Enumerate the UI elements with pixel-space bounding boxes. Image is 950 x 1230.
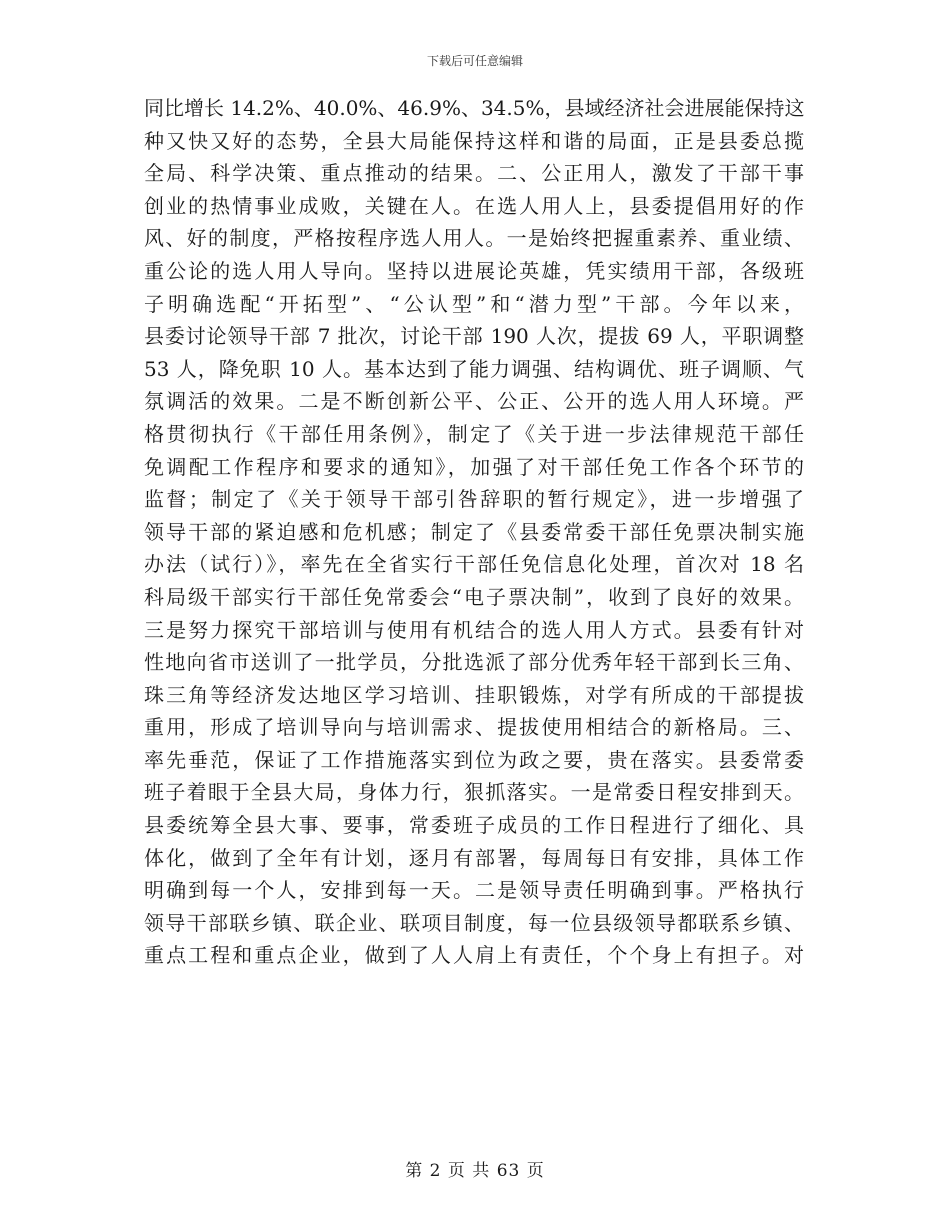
text-line: 创业的热情事业成败，关键在人。在选人用人上，县委提倡用好的作 (144, 193, 804, 218)
text-line: 办法（试行）》，率先在全省实行干部任免信息化处理，首次对 18 名 (144, 552, 804, 577)
text-line: 风、好的制度，严格按程序选人用人。一是始终把握重素养、重业绩、 (144, 226, 804, 251)
text-line: 领导干部联乡镇、联企业、联项目制度，每一位县级领导都联系乡镇、 (144, 910, 804, 935)
text-line: 重公论的选人用人导向。坚持以进展论英雄，凭实绩用干部，各级班 (144, 258, 804, 283)
text-line: 明确到每一个人，安排到每一天。二是领导责任明确到事。严格执行 (144, 878, 804, 903)
text-line: 体化，做到了全年有计划，逐月有部署，每周每日有安排，具体工作 (144, 845, 804, 870)
text-line: 重点工程和重点企业，做到了人人肩上有责任，个个身上有担子。对 (144, 943, 804, 968)
page-number: 第 2 页 共 63 页 (405, 1161, 545, 1181)
text-line: 率先垂范，保证了工作措施落实到位为政之要，贵在落实。县委常委 (144, 747, 804, 772)
text-line: 免调配工作程序和要求的通知》，加强了对干部任免工作各个环节的 (144, 454, 804, 479)
text-line: 领导干部的紧迫感和危机感；制定了《县委常委干部任免票决制实施 (144, 519, 804, 544)
text-line: 种又快又好的态势，全县大局能保持这样和谐的局面，正是县委总揽 (144, 128, 804, 153)
text-line: 县委统筹全县大事、要事，常委班子成员的工作日程进行了细化、具 (144, 813, 804, 838)
text-line: 三是努力探究干部培训与使用有机结合的选人用人方式。县委有针对 (144, 617, 804, 642)
page-header: 下载后可任意编辑 (426, 54, 523, 68)
text-line: 全局、科学决策、重点推动的结果。二、公正用人，激发了干部干事 (144, 161, 804, 186)
text-line: 珠三角等经济发达地区学习培训、挂职锻炼，对学有所成的干部提拔 (144, 682, 804, 707)
text-line: 重用，形成了培训导向与培训需求、提拔使用相结合的新格局。三、 (144, 715, 804, 740)
text-line: 科局级干部实行干部任免常委会“电子票决制”，收到了良好的效果。 (144, 584, 804, 609)
text-line: 县委讨论领导干部 7 批次，讨论干部 190 人次，提拔 69 人，平职调整 (144, 324, 804, 349)
text-line: 格贯彻执行《干部任用条例》，制定了《关于进一步法律规范干部任 (144, 421, 804, 446)
text-line: 班子着眼于全县大局，身体力行，狠抓落实。一是常委日程安排到天。 (144, 780, 804, 805)
text-line: 53 人，降免职 10 人。基本达到了能力调强、结构调优、班子调顺、气 (144, 356, 804, 381)
text-line: 子明确选配“开拓型”、“公认型”和“潜力型”干部。今年以来， (144, 291, 804, 316)
body-text (144, 92, 804, 972)
text-line: 性地向省市送训了一批学员，分批选派了部分优秀年轻干部到长三角、 (144, 650, 804, 675)
text-line: 监督；制定了《关于领导干部引咎辞职的暂行规定》，进一步增强了 (144, 487, 804, 512)
text-line: 氛调活的效果。二是不断创新公平、公正、公开的选人用人环境。严 (144, 389, 804, 414)
text-line: 同比增长 14.2%、40.0%、46.9%、34.5%，县域经济社会进展能保持这 (144, 96, 805, 120)
